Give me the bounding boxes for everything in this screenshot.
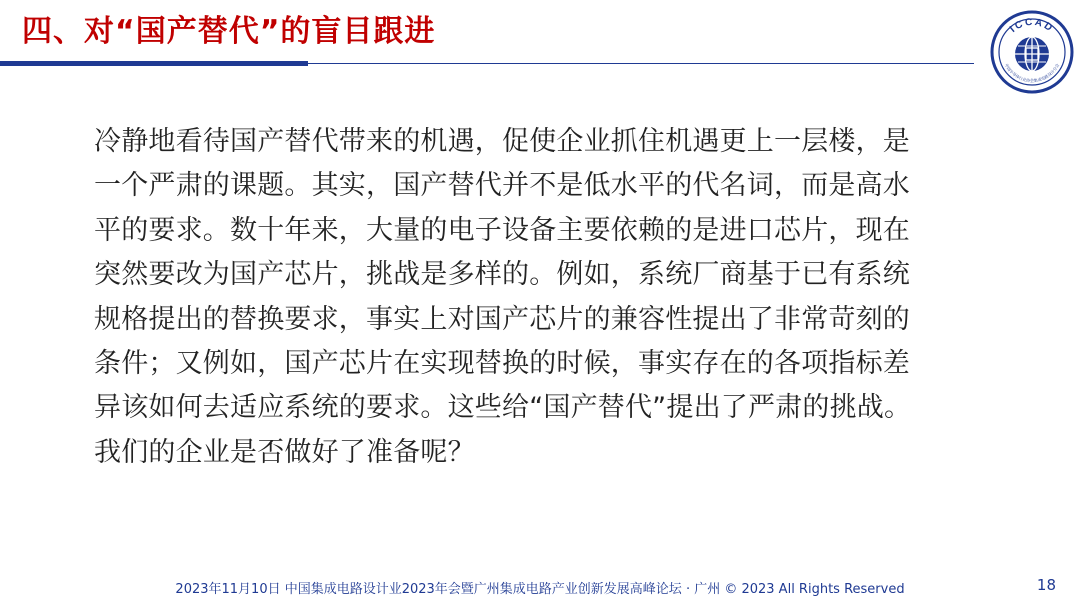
body-line: 异该如何去适应系统的要求。这些给“国产替代”提出了严肃的挑战。 bbox=[94, 392, 912, 424]
title-underline-thin bbox=[308, 63, 974, 64]
body-line: 我们的企业是否做好了准备呢？ bbox=[94, 436, 475, 468]
body-line: 规格提出的替换要求，事实上对国产芯片的兼容性提出了非常苛刻的 bbox=[94, 303, 910, 335]
footer-text: 2023年11月10日 中国集成电路设计业2023年会暨广州集成电路产业创新发展高峰论坛 · 广州 © 2023 All Rights Reserved bbox=[175, 582, 905, 597]
body-paragraph bbox=[94, 120, 994, 475]
title-underline-thick bbox=[0, 61, 308, 66]
body-line: 突然要改为国产芯片，挑战是多样的。例如，系统厂商基于已有系统 bbox=[94, 259, 910, 291]
body-line: 一个严肃的课题。其实，国产替代并不是低水平的代名词，而是高水 bbox=[94, 170, 910, 202]
body-line: 冷静地看待国产替代带来的机遇，促使企业抓住机遇更上一层楼，是 bbox=[94, 126, 910, 157]
iccad-logo bbox=[990, 10, 1074, 94]
logo-subtext: 中国半导体行业协会集成电路设计分会 bbox=[1003, 62, 1061, 83]
page-number: 18 bbox=[1036, 576, 1056, 594]
logo-text: ICCAD bbox=[1007, 16, 1056, 35]
globe-icon bbox=[1015, 37, 1049, 71]
body-line: 平的要求。数十年来，大量的电子设备主要依赖的是进口芯片，现在 bbox=[94, 214, 910, 246]
slide-title: 四、对“国产替代”的盲目跟进 bbox=[22, 14, 436, 49]
body-line: 条件；又例如，国产芯片在实现替换的时候，事实存在的各项指标差 bbox=[94, 348, 910, 380]
